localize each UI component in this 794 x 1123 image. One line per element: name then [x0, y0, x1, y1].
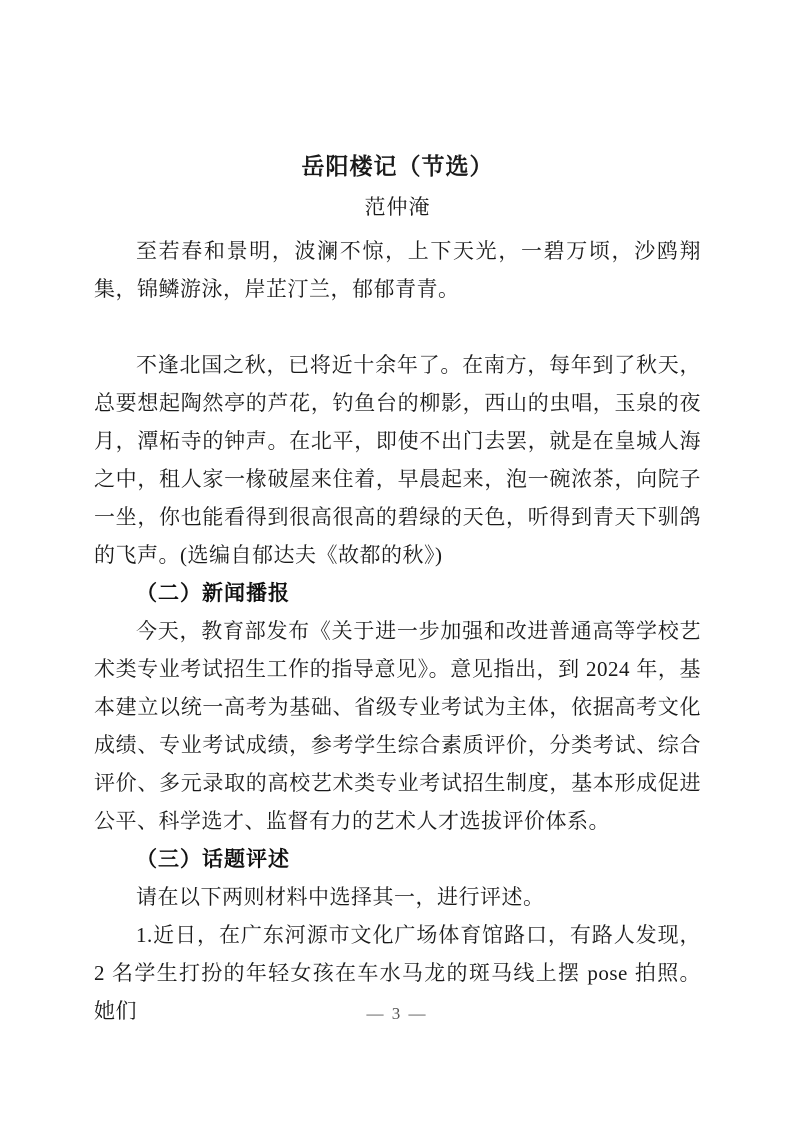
page-title: 岳阳楼记（节选） [301, 153, 494, 179]
page-content [94, 0, 701, 1030]
section-heading-topic-commentary: （三）话题评述 [136, 847, 290, 871]
section-heading-news-broadcast: （二）新闻播报 [136, 581, 290, 605]
paragraph-gudu-de-qiu-excerpt: 不逢北国之秋，已将近十余年了。在南方，每年到了秋天，总要想起陶然亭的芦花，钓鱼台的柳影，西山的虫唱，玉泉的夜月，潭柘寺的钟声。在北平，即使不出门去罢，就是在皇城人海之中，租人家一椽破屋来住着，早晨起来，泡一碗浓茶，向院子一坐，你也能看得到很高很高的碧绿的天色，听得到青天下驯鸽的飞声。(选编自郁达夫《故都的秋》) [94, 353, 701, 567]
page-number-footer: — 3 — [366, 1004, 428, 1023]
paragraph-topic-instruction: 请在以下两则材料中选择其一，进行评述。 [136, 885, 545, 909]
paragraph-material-one: 1.近日，在广东河源市文化广场体育馆路口，有路人发现，2 名学生打扮的年轻女孩在车水马龙的斑马线上摆 pose 拍照。她们 [94, 923, 701, 1023]
paragraph-yueyanglou-excerpt: 至若春和景明，波澜不惊，上下天光，一碧万顷，沙鸥翔集，锦鳞游泳，岸芷汀兰，郁郁青青。 [94, 239, 701, 301]
paragraph-news-broadcast: 今天，教育部发布《关于进一步加强和改进普通高等学校艺术类专业考试招生工作的指导意见》。意见指出，到 2024 年，基本建立以统一高考为基础、省级专业考试为主体，依据高考文化成绩、专业考试成绩，参考学生综合素质评价，分类考试、综合评价、多元录取的高校艺术类专业考试招生制度，基本形成促进公平、科学选才、监督有力的艺术人才选拔评价体系。 [94, 619, 701, 833]
author-byline: 范仲淹 [364, 195, 431, 219]
